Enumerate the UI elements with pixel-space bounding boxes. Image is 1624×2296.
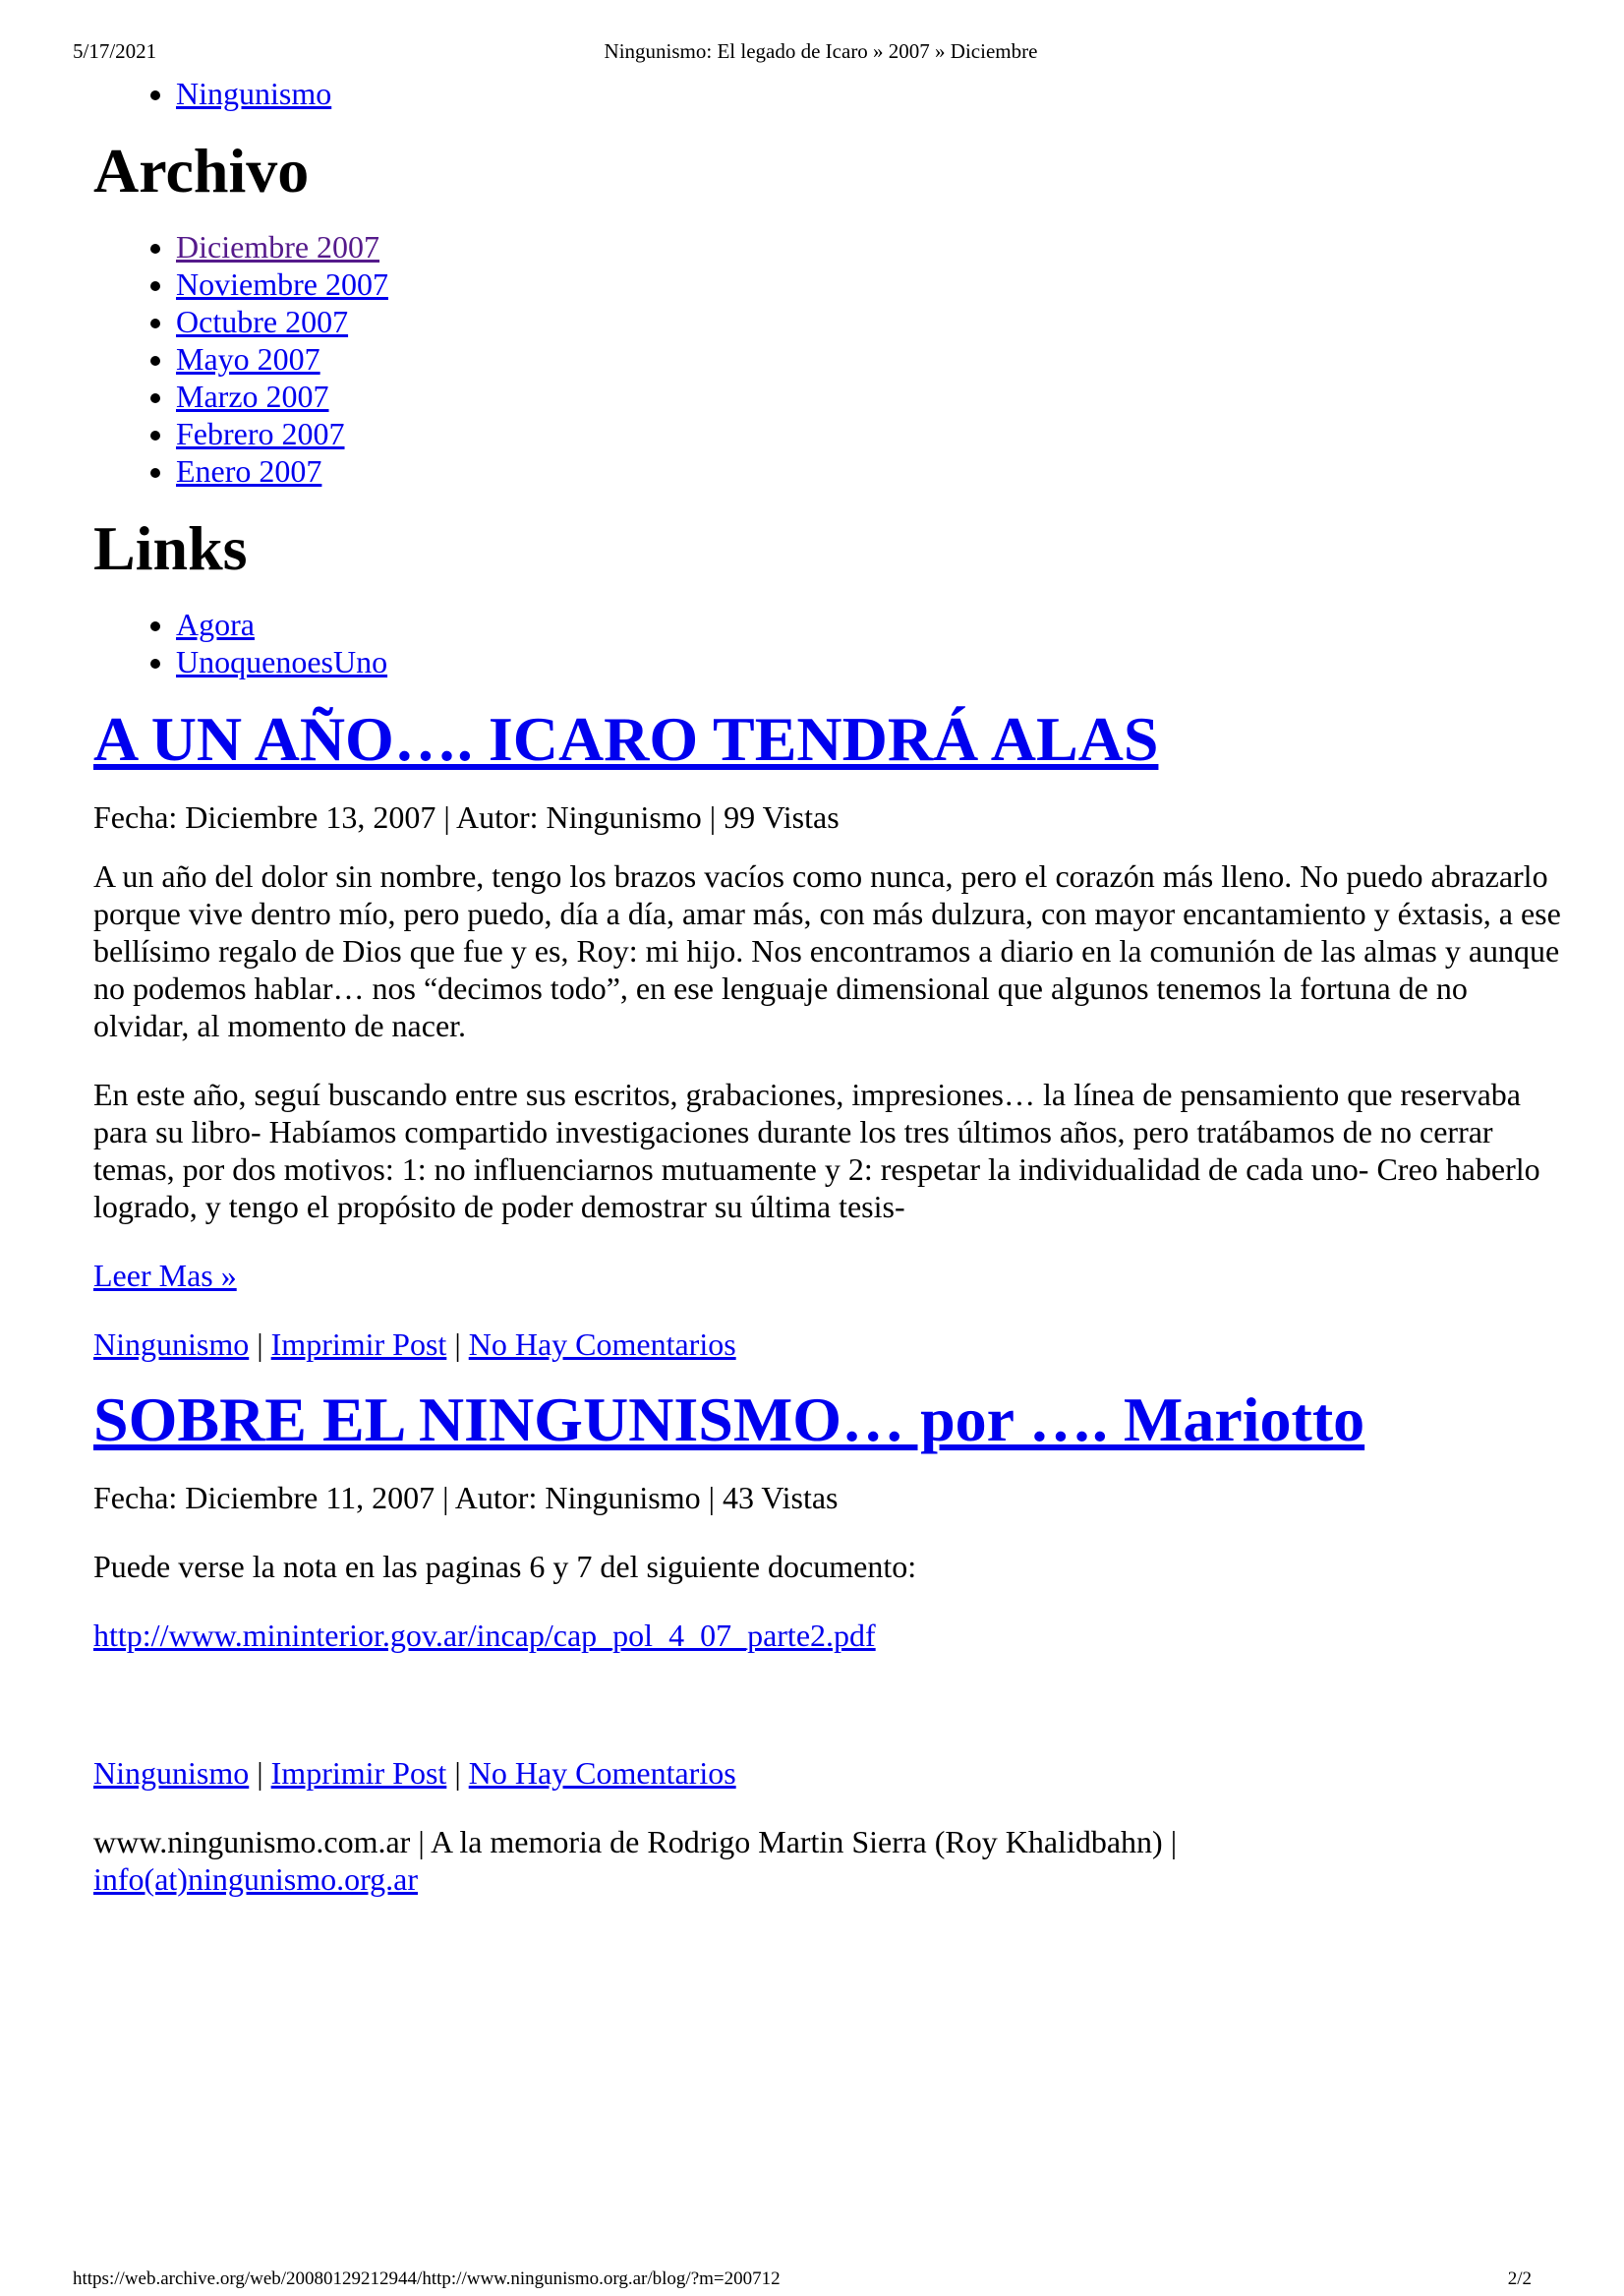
post-paragraph: Puede verse la nota en las paginas 6 y 7 del siguiente documento:	[93, 1549, 917, 1584]
print-date: 5/17/2021	[73, 39, 157, 63]
post	[93, 702, 1568, 1363]
archive-link-diciembre-2007[interactable]: Diciembre 2007	[176, 229, 380, 265]
comments-link[interactable]: No Hay Comentarios	[468, 1755, 736, 1791]
post-paragraph: A un año del dolor sin nombre, tengo los brazos vacíos como nunca, pero el corazón más lleno. No puedo abrazarlo porque vive dentro mío, pero puedo, día a día, amar más, con más dulzura, con mayor encantamiento y éxtasis, a ese bellísimo regalo de Dios que fue y es, Roy: mi hijo. Nos encontramos a diario en la comunión de las almas y aunque no podemos hablar… nos “decimos todo”, en ese lenguaje dimensional que algunos tenemos la fortuna de no olvidar, al momento de nacer.	[93, 858, 1561, 1043]
site-footer	[93, 1823, 1568, 1898]
archive-link-marzo-2007[interactable]: Marzo 2007	[176, 379, 329, 414]
link-unoquenoesuno[interactable]: UnoquenoesUno	[176, 644, 388, 679]
separator: |	[257, 1755, 263, 1791]
document-link[interactable]: http://www.mininterior.gov.ar/incap/cap_pol_4_07_parte2.pdf	[93, 1618, 876, 1653]
comments-link[interactable]: No Hay Comentarios	[468, 1326, 736, 1362]
post	[93, 1383, 1568, 1792]
separator: |	[257, 1326, 263, 1362]
list-item	[176, 378, 1568, 415]
read-more	[93, 1257, 1568, 1294]
post-title-link[interactable]: A UN AÑO…. ICARO TENDRÁ ALAS	[93, 704, 1159, 774]
list-item	[176, 415, 1568, 452]
print-post-link[interactable]: Imprimir Post	[270, 1326, 447, 1362]
post-title	[93, 702, 1568, 777]
print-url: https://web.archive.org/web/20080129212944/http://www.ningunismo.org.ar/blog/?m=200712	[73, 2268, 781, 2289]
separator: |	[454, 1755, 461, 1791]
links-heading: Links	[93, 513, 248, 583]
link-agora[interactable]: Agora	[176, 607, 255, 642]
print-page-number: 2/2	[1507, 2268, 1532, 2289]
links-list	[93, 606, 1568, 680]
archive-list	[93, 228, 1568, 490]
read-more-link[interactable]: Leer Mas »	[93, 1258, 237, 1293]
archive-link-febrero-2007[interactable]: Febrero 2007	[176, 416, 345, 451]
separator: |	[454, 1326, 461, 1362]
post-link-paragraph	[93, 1617, 1568, 1654]
archive-link-octubre-2007[interactable]: Octubre 2007	[176, 304, 349, 339]
list-item	[176, 452, 1568, 490]
list-item	[176, 340, 1568, 378]
print-footer	[73, 2268, 1569, 2294]
post-paragraph: En este año, seguí buscando entre sus escritos, grabaciones, impresiones… la línea de pensamiento que reservaba para su libro- Habíamos compartido investigaciones durante los tres últimos años, pero tratábamos de no cerrar temas, por dos motivos: 1: no influenciarnos mutuamente y 2: respetar la individualidad de cada uno- Creo haberlo logrado, y tengo el propósito de poder demostrar su última tesis-	[93, 1077, 1540, 1224]
print-page-title: Ningunismo: El legado de Icaro » 2007 » Diciembre	[604, 39, 1038, 63]
archive-heading: Archivo	[93, 136, 310, 206]
list-item	[176, 303, 1568, 340]
print-post-link[interactable]: Imprimir Post	[270, 1755, 447, 1791]
print-header	[73, 39, 1569, 69]
list-item	[176, 265, 1568, 303]
archive-link-enero-2007[interactable]: Enero 2007	[176, 453, 322, 489]
page-content	[93, 71, 1568, 1898]
site-footer-text: www.ningunismo.com.ar | A la memoria de Rodrigo Martin Sierra (Roy Khalidbahn) |	[93, 1824, 1178, 1859]
email-link[interactable]: info(at)ningunismo.org.ar	[93, 1861, 419, 1897]
post-category-link[interactable]: Ningunismo	[93, 1755, 250, 1791]
archive-link-noviembre-2007[interactable]: Noviembre 2007	[176, 266, 388, 302]
category-list	[93, 75, 1568, 112]
post-title	[93, 1383, 1568, 1457]
list-item	[176, 606, 1568, 643]
post-category-link[interactable]: Ningunismo	[93, 1326, 250, 1362]
archive-link-mayo-2007[interactable]: Mayo 2007	[176, 341, 320, 377]
list-item	[176, 643, 1568, 680]
list-item	[176, 228, 1568, 265]
site-footer-email-line	[93, 1860, 1568, 1898]
post-footer	[93, 1325, 1568, 1363]
list-item	[176, 75, 1568, 112]
post-title-link[interactable]: SOBRE EL NINGUNISMO… por …. Mariotto	[93, 1384, 1365, 1454]
post-meta: Fecha: Diciembre 13, 2007 | Autor: Ningunismo | 99 Vistas	[93, 799, 840, 835]
post-footer	[93, 1754, 1568, 1792]
post-meta: Fecha: Diciembre 11, 2007 | Autor: Ningunismo | 43 Vistas	[93, 1480, 839, 1515]
category-link-ningunismo[interactable]: Ningunismo	[176, 76, 332, 111]
